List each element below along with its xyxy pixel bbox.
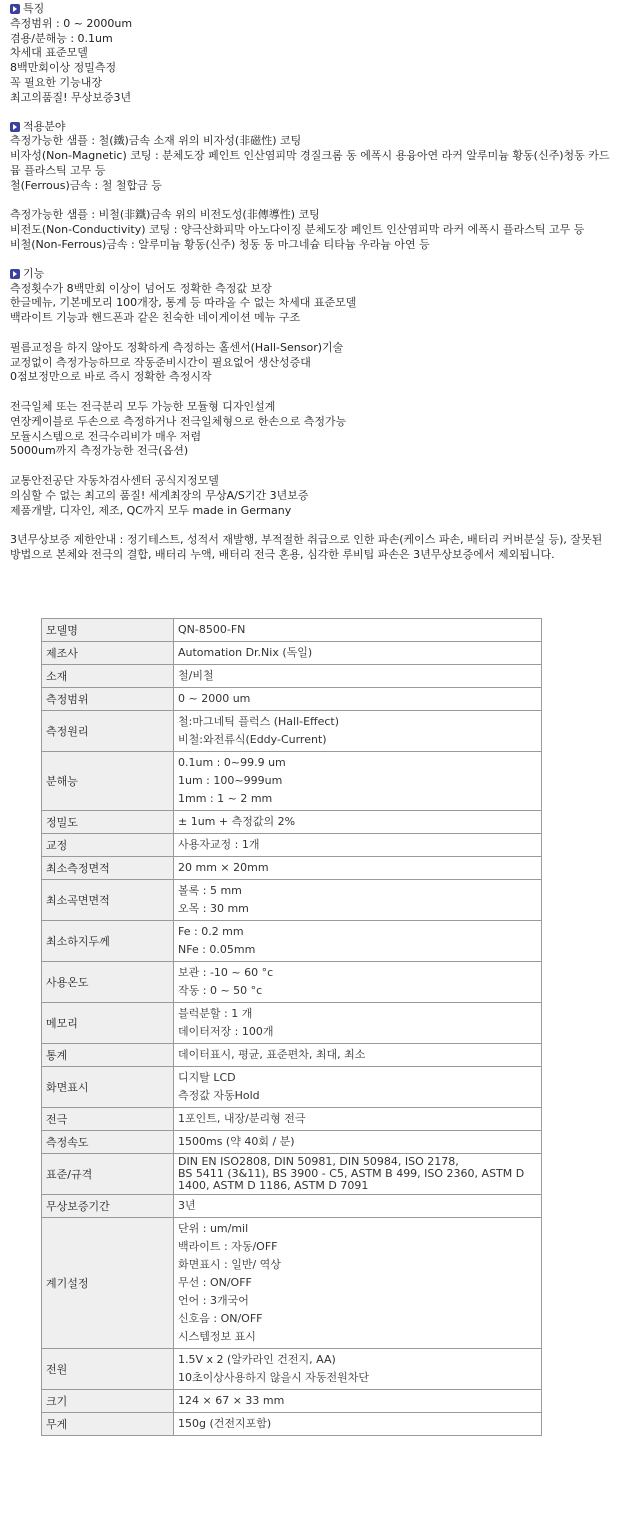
spec-value: DIN EN ISO2808, DIN 50981, DIN 50984, ISO 2178, xyxy=(178,1155,459,1168)
function-line: 전극일체 또는 전극분리 모두 가능한 모듈형 디자인설계 xyxy=(10,399,276,413)
spec-row xyxy=(42,921,542,962)
spec-row xyxy=(42,1108,542,1131)
intro-sections xyxy=(10,2,616,577)
spec-label: 최소하지두께 xyxy=(42,921,174,962)
spec-value: 1400, ASTM D 1186, ASTM D 7091 xyxy=(178,1179,369,1192)
spec-label: 측정속도 xyxy=(42,1131,174,1154)
spec-value-cell xyxy=(174,857,542,880)
spec-value: 사용자교정 : 1개 xyxy=(178,838,260,851)
warranty-note: 3년무상보증 제한안내 : 정기테스트, 성적서 재발행, 부적절한 취급으로 인한 파손(케이스 파손, 배터리 커버분실 등), 잘못된 방법으로 본체와 전극의 결합, 배터리 누액, 배터리 전극 혼용, 심각한 루비팁 파손은 3년무상보증에서 제외됩니다. xyxy=(10,533,603,561)
application-line: 비자성(Non-Magnetic) 코팅 : 분체도장 페인트 인산염피막 경질크롬 동 에폭시 용융아연 라커 알루미늄 황동(신주)청동 카드뮴 플라스틱 고무 등 xyxy=(10,149,610,177)
spacer xyxy=(10,194,616,209)
spec-value: 화면표시 : 일반/ 역상 xyxy=(178,1258,281,1271)
section-functions xyxy=(10,267,616,563)
spec-label: 전극 xyxy=(42,1108,174,1131)
feature-line: 차세대 표준모델 xyxy=(10,46,88,60)
spec-table xyxy=(41,618,542,1436)
spec-value: 150g (건전지포함) xyxy=(178,1417,272,1430)
spec-label: 정밀도 xyxy=(42,811,174,834)
spec-value: QN-8500-FN xyxy=(178,623,246,636)
spec-value: 1.5V x 2 (알카라인 건전지, AA) xyxy=(178,1353,336,1366)
spec-label: 전원 xyxy=(42,1349,174,1390)
spec-label: 측정원리 xyxy=(42,711,174,752)
spec-value-cell xyxy=(174,1044,542,1067)
spec-value-cell xyxy=(174,1413,542,1436)
spec-label: 화면표시 xyxy=(42,1067,174,1108)
spec-row xyxy=(42,752,542,811)
spec-row xyxy=(42,1003,542,1044)
spec-value: 1um : 100~999um xyxy=(178,774,283,787)
spec-value: 비철:와전류식(Eddy-Current) xyxy=(178,733,327,746)
section-heading xyxy=(10,267,616,282)
spec-value-cell xyxy=(174,1195,542,1218)
spec-value: 1500ms (약 40회 / 분) xyxy=(178,1135,295,1148)
spec-label: 무게 xyxy=(42,1413,174,1436)
spec-value: 철:마그네틱 플럭스 (Hall-Effect) xyxy=(178,715,340,728)
spec-value-cell xyxy=(174,1154,542,1195)
spec-value: 데이터표시, 평균, 표준편차, 최대, 최소 xyxy=(178,1048,366,1061)
spacer xyxy=(10,518,616,533)
spec-label: 모델명 xyxy=(42,619,174,642)
feature-line: 8백만회이상 정밀측정 xyxy=(10,61,117,75)
spec-value: 3년 xyxy=(178,1199,196,1212)
spec-value-cell xyxy=(174,665,542,688)
spec-row xyxy=(42,1131,542,1154)
function-line: 백라이트 기능과 핸드폰과 같은 친숙한 네이게이션 메뉴 구조 xyxy=(10,311,301,325)
spec-label: 크기 xyxy=(42,1390,174,1413)
function-line: 한글메뉴, 기본메모리 100개장, 통계 등 따라올 수 없는 차세대 표준모델 xyxy=(10,296,357,310)
application-line: 측정가능한 샘플 : 비철(非鐵)금속 위의 비전도성(非傳導性) 코팅 xyxy=(10,208,320,222)
spec-value: 신호음 : ON/OFF xyxy=(178,1312,263,1325)
spec-row xyxy=(42,880,542,921)
spec-value-cell xyxy=(174,1067,542,1108)
spec-row xyxy=(42,1154,542,1195)
spec-row xyxy=(42,688,542,711)
feature-line: 최고의품질! 무상보증3년 xyxy=(10,90,132,104)
spec-row xyxy=(42,1390,542,1413)
spec-value-cell xyxy=(174,1131,542,1154)
spec-value: 데이터저장 : 100개 xyxy=(178,1025,274,1038)
spec-value: 백라이트 : 자동/OFF xyxy=(178,1240,278,1253)
spec-value: 0.1um : 0~99.9 um xyxy=(178,756,286,769)
spacer xyxy=(10,326,616,341)
application-line: 측정가능한 샘플 : 철(鐵)금속 소재 위의 비자성(非磁性) 코팅 xyxy=(10,134,302,148)
spec-value: Fe : 0.2 mm xyxy=(178,925,244,938)
section-title: 적용분야 xyxy=(23,119,66,133)
spec-row xyxy=(42,834,542,857)
feature-line: 겸용/분해능 : 0.1um xyxy=(10,31,113,45)
section-title: 기능 xyxy=(23,266,45,280)
arrow-bullet-icon xyxy=(10,4,20,14)
function-line: 의심할 수 없는 최고의 품질! 세계최장의 무상A/S기간 3년보증 xyxy=(10,488,309,502)
spec-value-cell xyxy=(174,921,542,962)
spec-label: 최소측정면적 xyxy=(42,857,174,880)
spec-label: 무상보증기간 xyxy=(42,1195,174,1218)
section-applications xyxy=(10,120,616,253)
spec-row xyxy=(42,619,542,642)
spec-value-cell xyxy=(174,642,542,665)
spec-value-cell xyxy=(174,811,542,834)
arrow-bullet-icon xyxy=(10,122,20,132)
spec-value: 단위 : um/mil xyxy=(178,1222,249,1235)
spec-row xyxy=(42,711,542,752)
spec-label: 측정범위 xyxy=(42,688,174,711)
spec-label: 분해능 xyxy=(42,752,174,811)
application-line: 비철(Non-Ferrous)금속 : 알루미늄 황동(신주) 청동 동 마그네슘 티타늄 우라늄 아연 등 xyxy=(10,237,430,251)
spec-value: 오목 : 30 mm xyxy=(178,902,249,915)
spec-value-cell xyxy=(174,1349,542,1390)
spec-value: 작동 : 0 ~ 50 °c xyxy=(178,984,263,997)
spacer xyxy=(10,459,616,474)
spec-label: 최소곡면면적 xyxy=(42,880,174,921)
spec-row xyxy=(42,665,542,688)
spec-value-cell xyxy=(174,834,542,857)
spec-value: 10초이상사용하지 않을시 자동전원차단 xyxy=(178,1371,370,1384)
arrow-bullet-icon xyxy=(10,269,20,279)
spec-row xyxy=(42,642,542,665)
function-line: 제품개발, 디자인, 제조, QC까지 모두 made in Germany xyxy=(10,503,292,517)
section-features xyxy=(10,2,616,106)
spec-value-cell xyxy=(174,752,542,811)
spec-table-body xyxy=(42,619,542,1436)
spec-label: 소재 xyxy=(42,665,174,688)
spec-label: 사용온도 xyxy=(42,962,174,1003)
spec-value: 124 × 67 × 33 mm xyxy=(178,1394,285,1407)
application-line: 비전도(Non-Conductivity) 코팅 : 양극산화피막 아노다이징 분체도장 페인트 인산염피막 라커 에폭시 플라스틱 고무 등 xyxy=(10,223,585,237)
feature-line: 꼭 필요한 기능내장 xyxy=(10,75,103,89)
function-line: 0점보정만으로 바로 즉시 정확한 측정시작 xyxy=(10,370,212,384)
spec-value-cell xyxy=(174,711,542,752)
spec-value-cell xyxy=(174,1218,542,1349)
spec-row xyxy=(42,1195,542,1218)
spec-row xyxy=(42,1413,542,1436)
function-line: 5000um까지 측정가능한 전극(옵션) xyxy=(10,444,189,458)
function-line: 교정없이 측정가능하므로 작동준비시간이 필요없어 생산성증대 xyxy=(10,355,311,369)
spec-value: 보관 : -10 ~ 60 °c xyxy=(178,966,274,979)
spec-value: 측정값 자동Hold xyxy=(178,1089,260,1102)
spec-value-cell xyxy=(174,1390,542,1413)
function-line: 모듈시스템으로 전극수리비가 매우 저렴 xyxy=(10,429,202,443)
spec-row xyxy=(42,1044,542,1067)
spec-value: 1포인트, 내장/분리형 전극 xyxy=(178,1112,306,1125)
function-line: 교통안전공단 자동차검사센터 공식지정모델 xyxy=(10,473,219,487)
spec-label: 계기설정 xyxy=(42,1218,174,1349)
spec-value: 1mm : 1 ~ 2 mm xyxy=(178,792,273,805)
spec-value: ± 1um + 측정값의 2% xyxy=(178,815,296,828)
spec-value-cell xyxy=(174,688,542,711)
spec-value-cell xyxy=(174,1003,542,1044)
spec-value: 무선 : ON/OFF xyxy=(178,1276,252,1289)
spec-value: 볼록 : 5 mm xyxy=(178,884,242,897)
spec-value-cell xyxy=(174,880,542,921)
function-line: 필름교정을 하지 않아도 정확하게 측정하는 홀센서(Hall-Sensor)기술 xyxy=(10,340,344,354)
spec-row xyxy=(42,1218,542,1349)
spec-value: 시스템정보 표시 xyxy=(178,1330,256,1343)
spec-row xyxy=(42,1349,542,1390)
spec-value: 20 mm × 20mm xyxy=(178,861,269,874)
spec-row xyxy=(42,1067,542,1108)
feature-line: 측정범위 : 0 ~ 2000um xyxy=(10,16,133,30)
spec-row xyxy=(42,857,542,880)
function-line: 측정횟수가 8백만회 이상이 넘어도 정확한 측정값 보장 xyxy=(10,281,272,295)
spec-label: 통계 xyxy=(42,1044,174,1067)
spec-row xyxy=(42,811,542,834)
spec-value: BS 5411 (3&11), BS 3900 - C5, ASTM B 499, ISO 2360, ASTM D xyxy=(178,1167,525,1180)
spec-value-cell xyxy=(174,1108,542,1131)
spec-value: Automation Dr.Nix (독일) xyxy=(178,646,313,659)
spec-row xyxy=(42,962,542,1003)
spec-label: 제조사 xyxy=(42,642,174,665)
spec-value: 디지탈 LCD xyxy=(178,1071,236,1084)
spec-value: 블럭분할 : 1 개 xyxy=(178,1007,253,1020)
spec-label: 표준/규격 xyxy=(42,1154,174,1195)
section-heading xyxy=(10,2,616,17)
function-line: 연장케이블로 두손으로 측정하거나 전극일체형으로 한손으로 측정가능 xyxy=(10,414,347,428)
spec-value: 0 ~ 2000 um xyxy=(178,692,251,705)
spec-value: NFe : 0.05mm xyxy=(178,943,256,956)
application-line: 철(Ferrous)금속 : 철 철합금 등 xyxy=(10,178,162,192)
section-title: 특징 xyxy=(23,2,45,15)
section-heading xyxy=(10,120,616,135)
spec-label: 메모리 xyxy=(42,1003,174,1044)
spec-value: 철/비철 xyxy=(178,669,214,682)
spec-value-cell xyxy=(174,962,542,1003)
spacer xyxy=(10,385,616,400)
spec-value-cell xyxy=(174,619,542,642)
spec-value: 언어 : 3개국어 xyxy=(178,1294,249,1307)
spec-label: 교정 xyxy=(42,834,174,857)
